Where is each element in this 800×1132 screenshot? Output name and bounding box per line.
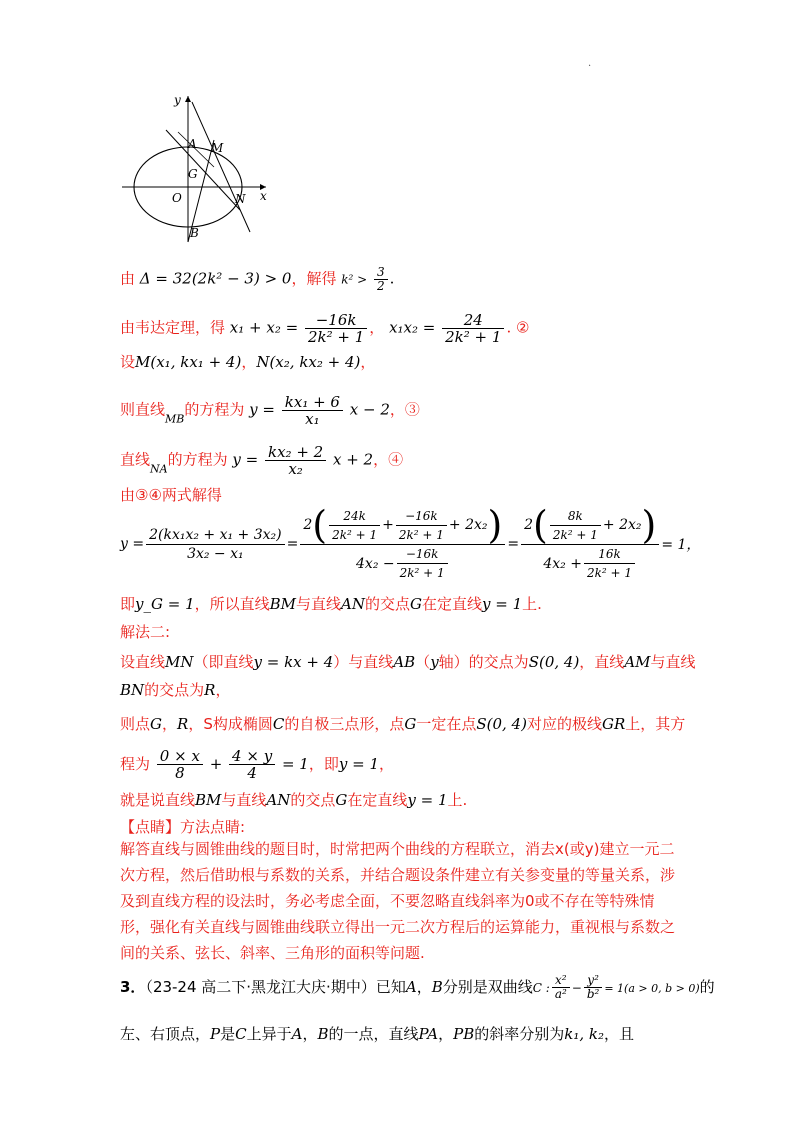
label-g: G <box>188 167 198 181</box>
label-n: N <box>235 192 246 206</box>
line-conclusion-1: 即y_G = 1，所以直线BM与直线AN的交点G在定直线y = 1上. <box>120 595 542 613</box>
label-m: M <box>211 141 224 155</box>
line-solve-heading: 由③④两式解得 <box>120 486 222 504</box>
problem-3-line-2: 左、右顶点，P是C上异于A，B的一点，直线PA，PB的斜率分别为k₁, k₂，且 <box>120 1025 635 1043</box>
problem-3-line-1: 3．（23-24 高二下·黑龙江大庆·期中）已知A，B分别是双曲线C : $\frac{\text{x²}}{\text{a²}}$ − $\frac{\text{y²}}{\text{b²}}$ = 1(a > 0, b > 0)的 <box>120 973 715 1001</box>
label-o: O <box>172 191 182 205</box>
label-b: B <box>190 226 199 240</box>
label-a: A <box>188 137 197 151</box>
line-conclusion-2: 就是说直线BM与直线AN的交点G在定直线y = 1上. <box>120 791 468 809</box>
label-y: y <box>174 93 181 107</box>
big-equation: y = $\frac{\text{2(kx₁x₂ + x₁ + 3x₂)}}{\text{3x₂ − x₁}}$ = 2 ( $\frac{24k}{\text{2k² + 1}}$ + $\frac{-16k}{\text{2k² + 1}}$ + 2x₂ ) 4x₂ − $\frac{-16k}{\text{2k² + 1}}$ = 2 ( $\frac{8k}{\text{2k² + 1}}$ + 2x₂ ) 4x₂ + $\frac{16k}{\text{2k² + 1}}$ = 1， <box>120 503 701 580</box>
line-mb-equation: 则直线$_{MB}$的方程为 y = $\frac{\text{kx₁ + 6}}{\text{x₁}}$ x − 2，③ <box>120 393 420 428</box>
line-polar-equation: 程为 $\frac{0 \times x}{8}$ + $\frac{4 \times y}{4}$ = 1，即y = 1， <box>120 747 394 782</box>
tips-heading: 【点睛】方法点睛: <box>120 818 246 836</box>
line-method-two-a: 设直线MN（即直线y = kx + 4）与直线AB（y轴）的交点为S(0, 4)，直线AM与直线 <box>120 653 696 671</box>
tips-paragraph: 解答直线与圆锥曲线的题目时，时常把两个曲线的方程联立，消去x(或y)建立一元二次方程，然后借助根与系数的关系，并结合题设条件建立有关参变量的等量关系，涉及到直线方程的设法时，务必考虑全面，不要忽略直线斜率为0或不存在等特殊情形，强化有关直线与圆锥曲线联立得出一元二次方程后的运算能力，重视根与系数之间的关系、弦长、斜率、三角形的面积等问题. <box>120 840 676 962</box>
line-polar: 则点G，R，S构成椭圆C的自极三点形，点G一定在点S(0, 4)对应的极线GR上，其方 <box>120 715 686 733</box>
line-na-equation: 直线$_{NA}$的方程为 y = $\frac{\text{kx₂ + 2}}{\text{x₂}}$ x + 2，④ <box>120 443 404 478</box>
line-method-two: 解法二: <box>120 623 171 641</box>
page-dot: . <box>588 58 592 69</box>
line-method-two-b: BN的交点为R， <box>120 681 231 699</box>
label-x: x <box>260 189 267 203</box>
line-vieta: 由韦达定理，得 x₁ + x₂ = $\frac{-16k}{\text{2k² + 1}}$ ， x₁x₂ = $\frac{24}{\text{2k² + 1}}$ . ② <box>120 311 530 346</box>
line-discriminant: 由 Δ = 32(2k² − 3) > 0，解得 k² > $\frac{3}{2}$ . <box>120 265 395 293</box>
line-set-points: 设M(x₁, kx₁ + 4)，N(x₂, kx₂ + 4)， <box>120 353 376 371</box>
ellipse-figure <box>118 92 278 244</box>
